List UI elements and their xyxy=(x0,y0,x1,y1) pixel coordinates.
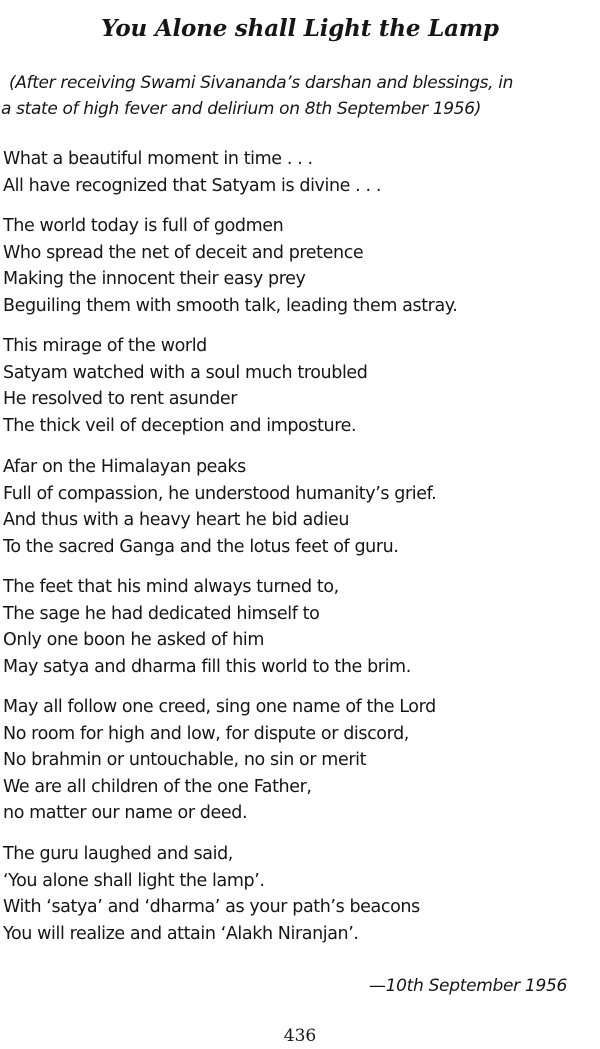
stanza-7 xyxy=(3,841,593,947)
verse-line: You will realize and attain ‘Alakh Niranjan’. xyxy=(3,923,359,944)
poem-subtitle xyxy=(0,70,600,122)
verse-line: The feet that his mind always turned to, xyxy=(3,577,339,597)
verse-line: The thick veil of deception and imposture. xyxy=(3,415,357,436)
verse-line: He resolved to rent asunder xyxy=(3,389,238,409)
verse-line: And thus with a heavy heart he bid adieu xyxy=(3,510,350,530)
verse-line: ‘You alone shall light the lamp’. xyxy=(3,870,265,891)
verse-line: Afar on the Himalayan peaks xyxy=(3,457,246,477)
stanza-2 xyxy=(3,213,593,319)
stanza-4 xyxy=(3,454,593,560)
verse-line: no matter our name or deed. xyxy=(3,803,248,823)
stanza-3 xyxy=(3,333,593,439)
verse-line: Satyam watched with a soul much troubled xyxy=(3,362,368,383)
stanza-5 xyxy=(3,574,593,680)
verse-line: All have recognized that Satyam is divine . . . xyxy=(3,175,382,196)
verse-line: We are all children of the one Father, xyxy=(3,776,312,797)
verse-line: No room for high and low, for dispute or discord, xyxy=(3,723,409,744)
verse-line: Full of compassion, he understood humanity’s grief. xyxy=(3,483,437,504)
verse-line: Who spread the net of deceit and pretence xyxy=(3,242,364,263)
verse-line: Beguiling them with smooth talk, leading them astray. xyxy=(3,295,458,316)
verse-line: Making the innocent their easy prey xyxy=(3,269,306,289)
verse-line: What a beautiful moment in time . . . xyxy=(3,149,313,169)
verse-line: To the sacred Ganga and the lotus feet of guru. xyxy=(3,536,399,557)
verse-line: The world today is full of godmen xyxy=(3,216,284,236)
stanza-6 xyxy=(3,694,593,827)
page-number: 436 xyxy=(283,1026,317,1046)
verse-line: The sage he had dedicated himself to xyxy=(3,603,320,624)
poem-dateline: —10th September 1956 xyxy=(368,976,567,996)
verse-line: No brahmin or untouchable, no sin or merit xyxy=(3,750,367,770)
stanza-1 xyxy=(3,146,593,199)
verse-line: The guru laughed and said, xyxy=(3,844,233,864)
verse-line: May satya and dharma fill this world to the brim. xyxy=(3,656,411,677)
verse-line: Only one boon he asked of him xyxy=(3,630,264,650)
poem-title: You Alone shall Light the Lamp xyxy=(101,15,499,42)
verse-line: This mirage of the world xyxy=(3,336,207,356)
verse-line: With ‘satya’ and ‘dharma’ as your path’s beacons xyxy=(3,897,420,917)
subtitle-line: (After receiving Swami Sivananda’s darshan and blessings, in xyxy=(9,73,514,93)
verse-line: May all follow one creed, sing one name of the Lord xyxy=(3,697,436,717)
subtitle-line: a state of high fever and delirium on 8th September 1956) xyxy=(1,99,481,119)
